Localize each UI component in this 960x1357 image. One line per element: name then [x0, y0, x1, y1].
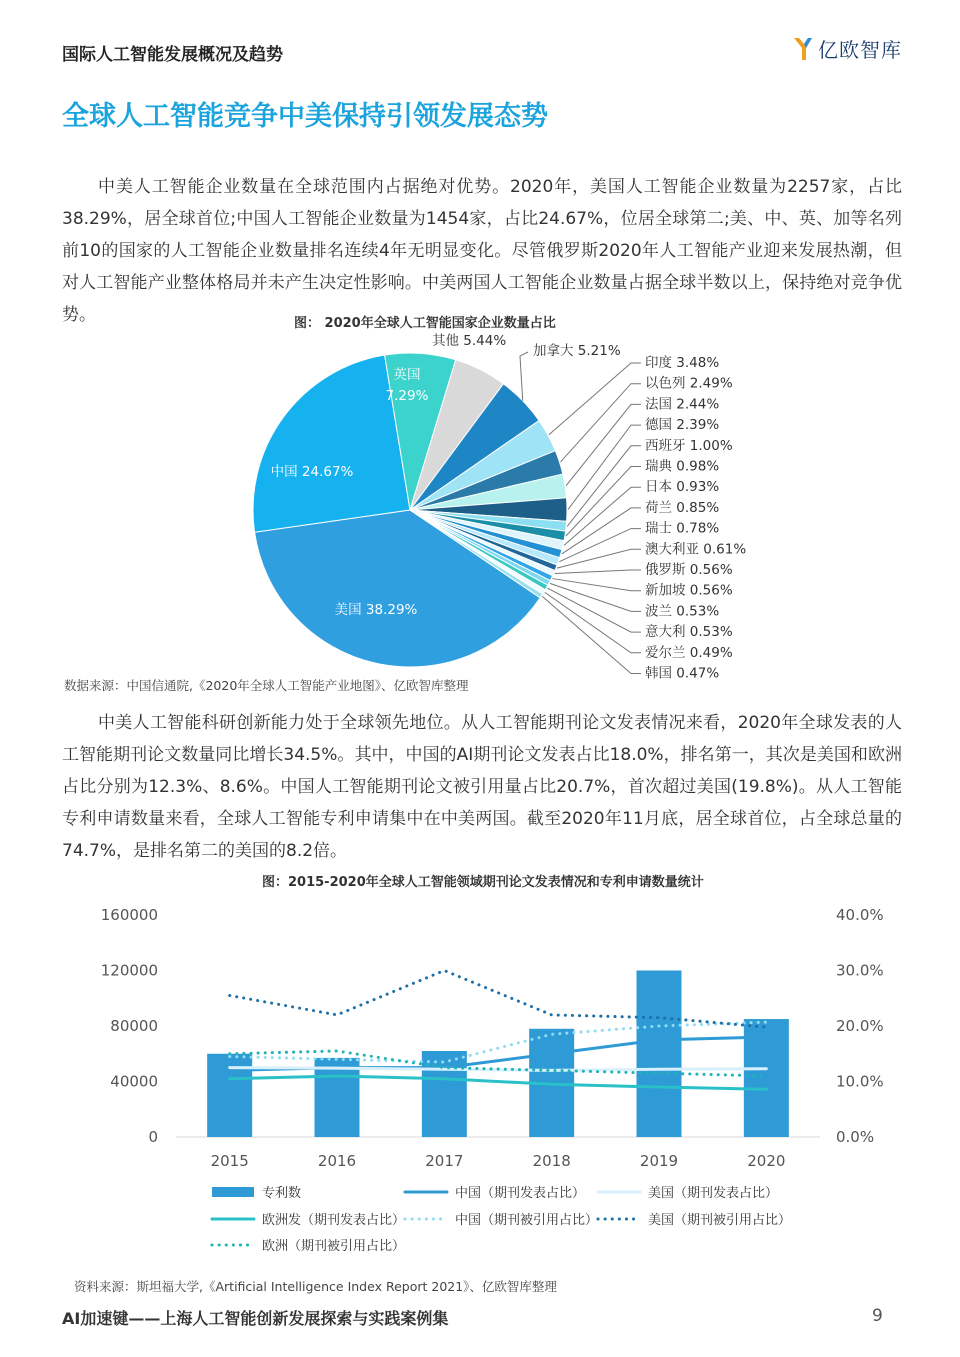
right-axis-tick: 0.0%	[836, 1128, 875, 1146]
bar-patents-2019	[637, 971, 682, 1138]
pie-label-8: 德国 2.39%	[645, 417, 720, 434]
combo-chart-source: 资料来源：斯坦福大学,《Artificial Intelligence Index Report 2021》、亿欧智库整理	[74, 1279, 557, 1294]
pie-label-16: 新加坡 0.56%	[645, 582, 733, 599]
pie-label-5: 印度 3.48%	[645, 355, 720, 371]
right-axis-tick: 10.0%	[836, 1072, 884, 1091]
pie-label-2-value: 7.29%	[385, 388, 429, 404]
logo-text: 亿欧智库	[818, 38, 902, 62]
pie-chart-source: 数据来源：中国信通院,《2020年全球人工智能产业地图》、亿欧智库整理	[64, 678, 469, 693]
pie-label-11: 日本 0.93%	[645, 479, 720, 496]
footer-title: AI加速键——上海人工智能创新发展探索与实践案例集	[62, 1309, 449, 1328]
line-series-3	[230, 1022, 767, 1062]
pie-label-10: 瑞典 0.98%	[645, 458, 720, 475]
legend-label-1: 中国（期刊发表占比）	[455, 1186, 586, 1201]
line-series-0	[230, 1037, 767, 1070]
combo-chart-caption: 图：2015-2020年全球人工智能领域期刊论文发表情况和专利申请数量统计	[262, 875, 704, 890]
pie-label-6: 以色列 2.49%	[645, 375, 733, 392]
left-axis-tick: 40000	[110, 1072, 158, 1091]
section-header-title: 国际人工智能发展概况及趋势	[62, 45, 283, 65]
legend-label-6: 欧洲（期刊被引用占比）	[262, 1239, 406, 1254]
pie-label-19: 爱尔兰 0.49%	[645, 644, 733, 661]
pie-label-13: 瑞士 0.78%	[645, 520, 720, 537]
x-axis-tick-2016: 2016	[317, 1152, 357, 1170]
line-series-5	[230, 1051, 767, 1076]
pie-label-1: 中国 24.67%	[270, 464, 354, 480]
left-axis-tick: 120000	[100, 961, 158, 980]
pie-label-20: 韩国 0.47%	[645, 665, 720, 682]
pie-label-17: 波兰 0.53%	[645, 603, 720, 620]
line-series-4	[230, 971, 767, 1028]
right-axis-tick: 20.0%	[836, 1017, 884, 1035]
left-axis-tick: 160000	[100, 906, 158, 924]
pie-label-9: 西班牙 1.00%	[645, 437, 733, 454]
legend-label-2: 美国（期刊发表占比）	[648, 1186, 779, 1201]
x-axis-tick-2017: 2017	[425, 1152, 464, 1170]
legend-swatch-0	[212, 1187, 254, 1197]
pie-label-18: 意大利 0.53%	[645, 624, 733, 641]
legend-label-3: 欧洲发（期刊发表占比）	[262, 1213, 406, 1228]
x-axis-tick-2020: 2020	[747, 1152, 786, 1170]
page-title: 全球人工智能竞争中美保持引领发展态势	[62, 101, 548, 132]
legend-label-0: 专利数	[262, 1186, 302, 1201]
pie-label-4: 加拿大 5.21%	[533, 343, 621, 359]
legend-label-4: 中国（期刊被引用占比）	[455, 1213, 599, 1228]
left-axis-tick: 0	[148, 1128, 158, 1146]
x-axis-tick-2019: 2019	[639, 1152, 679, 1170]
pie-label-2-name: 英国	[393, 367, 421, 383]
x-axis-tick-2015: 2015	[210, 1152, 249, 1170]
page-number: 9	[872, 1306, 883, 1326]
right-axis-tick: 30.0%	[836, 961, 884, 980]
body-paragraph-research: 中美人工智能科研创新能力处于全球领先地位。从人工智能期刊论文发表情况来看，2020年全球发表的人工智能期刊论文数量同比增长34.5%。其中，中国的AI期刊论文发表占比18.0%，排名第一，其次是美国和欧洲占比分别为12.3%、8.6%。中国人工智能期刊论文被引用量占比20.7%，首次超过美国(19.8%)。从人工智能专利申请数量来看，全球人工智能专利申请集中在中美两国。截至2020年11月底，居全球首位，占全球总量的74.7%，是排名第二的美国的8.2倍。	[62, 713, 902, 861]
pie-label-0: 美国 38.29%	[334, 602, 418, 618]
pie-label-12: 荷兰 0.85%	[645, 499, 720, 516]
body-paragraph-companies: 中美人工智能企业数量在全球范围内占据绝对优势。2020年，美国人工智能企业数量为2257家，占比38.29%，居全球首位;中国人工智能企业数量为1454家，占比24.67%，位居全球第二;美、中、英、加等名列前10的国家的人工智能企业数量排名连续4年无明显变化。尽管俄罗斯2020年人工智能产业迎来发展热潮，但对人工智能产业整体格局并未产生决定性影响。中美两国人工智能企业数量占据全球半数以上，保持绝对竞争优势。	[62, 177, 902, 325]
pie-chart-caption: 图： 2020年全球人工智能国家企业数量占比	[294, 316, 556, 331]
pie-label-3: 其他 5.44%	[432, 333, 507, 349]
pie-label-7: 法国 2.44%	[645, 396, 720, 413]
bar-patents-2017	[422, 1051, 467, 1137]
pie-label-14: 澳大利亚 0.61%	[645, 541, 747, 558]
legend-label-5: 美国（期刊被引用占比）	[648, 1213, 792, 1228]
line-series-2	[230, 1076, 767, 1089]
pie-label-15: 俄罗斯 0.56%	[645, 562, 733, 578]
x-axis-tick-2018: 2018	[532, 1152, 571, 1170]
right-axis-tick: 40.0%	[836, 906, 884, 924]
left-axis-tick: 80000	[110, 1017, 158, 1035]
